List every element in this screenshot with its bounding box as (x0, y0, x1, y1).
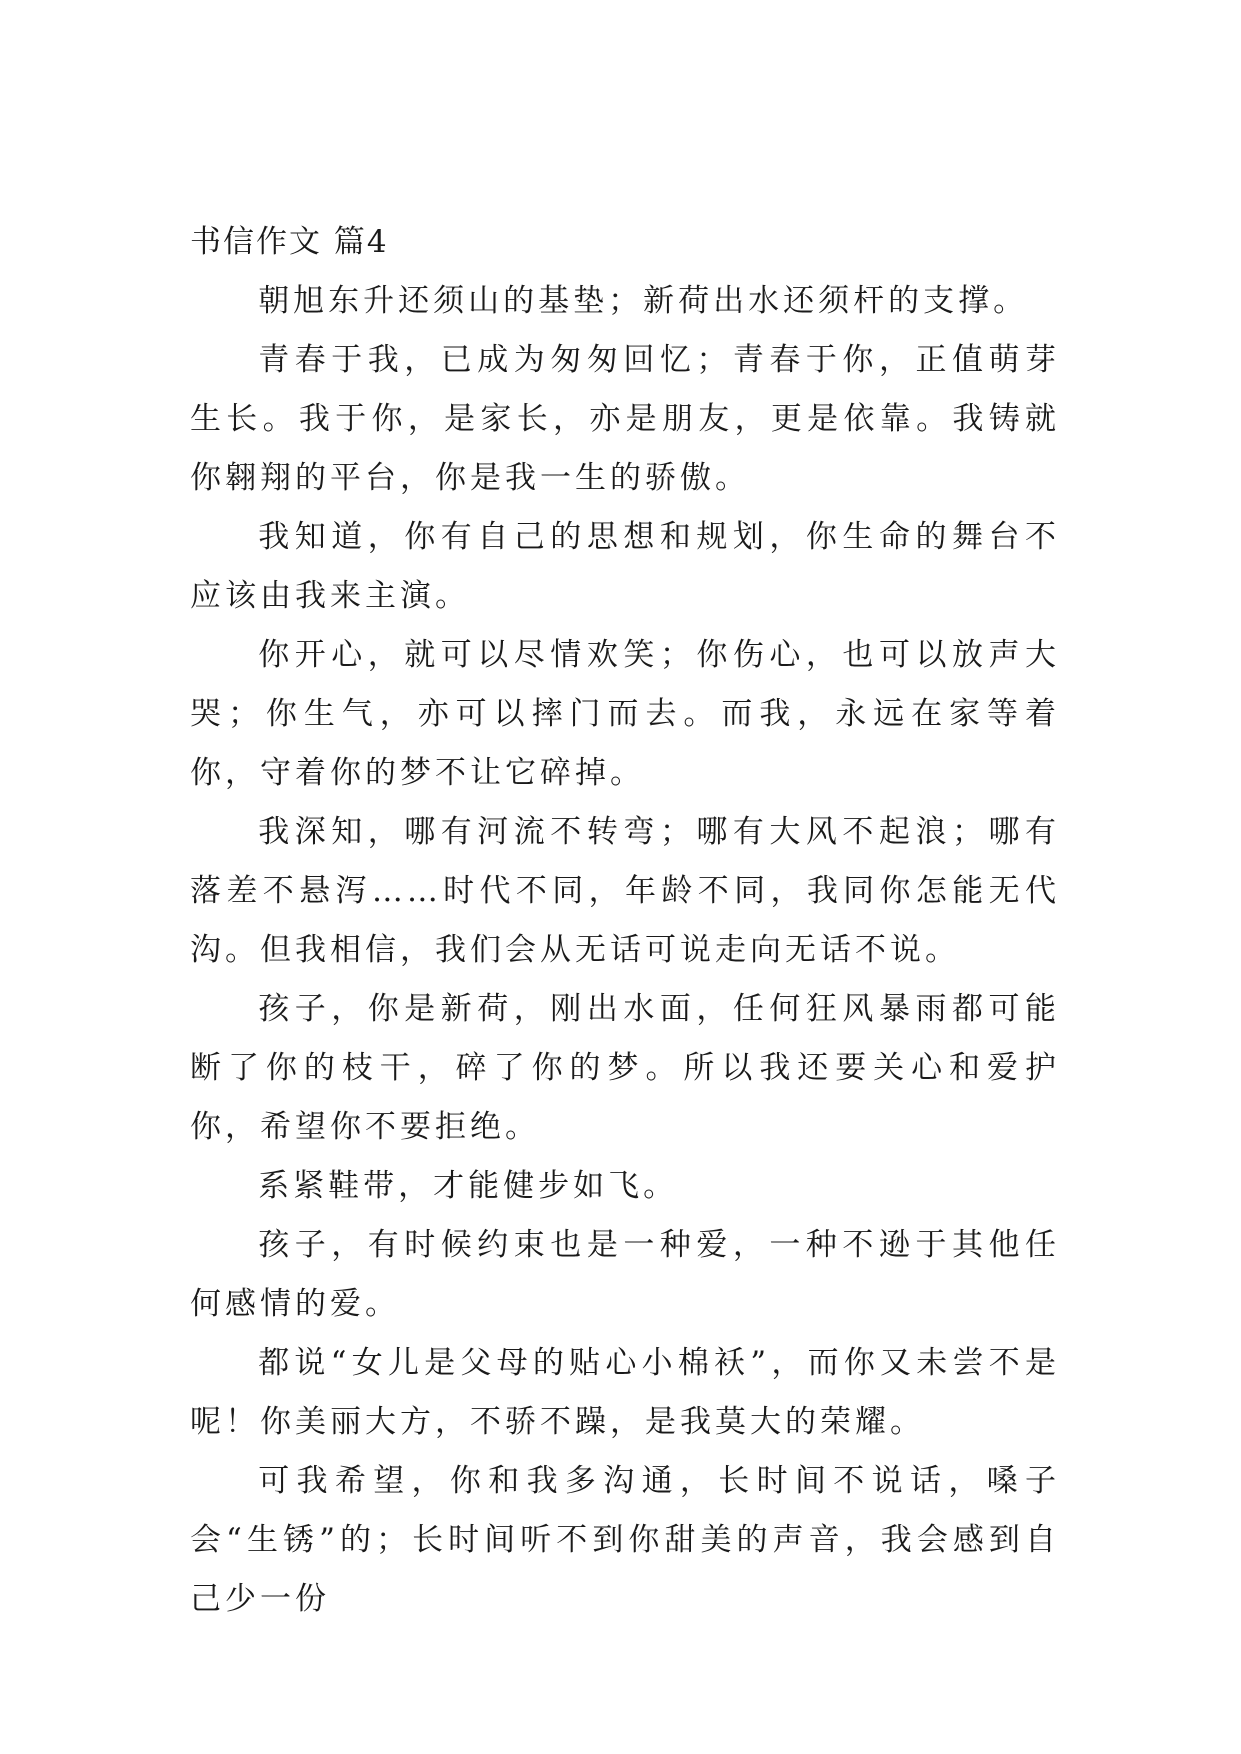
paragraph-5: 我深知，哪有河流不转弯；哪有大风不起浪；哪有落差不悬泻……时代不同，年龄不同，我同你怎能无代沟。但我相信，我们会从无话可说走向无话不说。 (190, 814, 1060, 968)
paragraph-10: 可我希望，你和我多沟通，长时间不说话，嗓子会“生锈”的；长时间听不到你甜美的声音，我会感到自己少一份 (190, 1463, 1060, 1617)
document-page (190, 222, 1060, 1629)
paragraph-4: 你开心，就可以尽情欢笑；你伤心，也可以放声大哭；你生气，亦可以摔门而去。而我，永远在家等着你，守着你的梦不让它碎掉。 (190, 637, 1060, 791)
paragraph-7: 系紧鞋带，才能健步如飞。 (258, 1168, 679, 1204)
paragraph-6: 孩子，你是新荷，刚出水面，任何狂风暴雨都可能断了你的枝干，碎了你的梦。所以我还要关心和爱护你，希望你不要拒绝。 (190, 991, 1060, 1145)
paragraph-3: 我知道，你有自己的思想和规划，你生命的舞台不应该由我来主演。 (190, 519, 1060, 614)
paragraph-9: 都说“女儿是父母的贴心小棉袄”，而你又未尝不是呢！你美丽大方，不骄不躁，是我莫大的荣耀。 (190, 1345, 1060, 1440)
document-heading: 书信作文 篇4 (190, 224, 389, 260)
paragraph-2: 青春于我，已成为匆匆回忆；青春于你，正值萌芽生长。我于你，是家长，亦是朋友，更是依靠。我铸就你翱翔的平台，你是我一生的骄傲。 (190, 342, 1060, 496)
paragraph-1: 朝旭东升还须山的基垫；新荷出水还须杆的支撑。 (258, 283, 1029, 319)
paragraph-8: 孩子，有时候约束也是一种爱，一种不逊于其他任何感情的爱。 (190, 1227, 1060, 1322)
